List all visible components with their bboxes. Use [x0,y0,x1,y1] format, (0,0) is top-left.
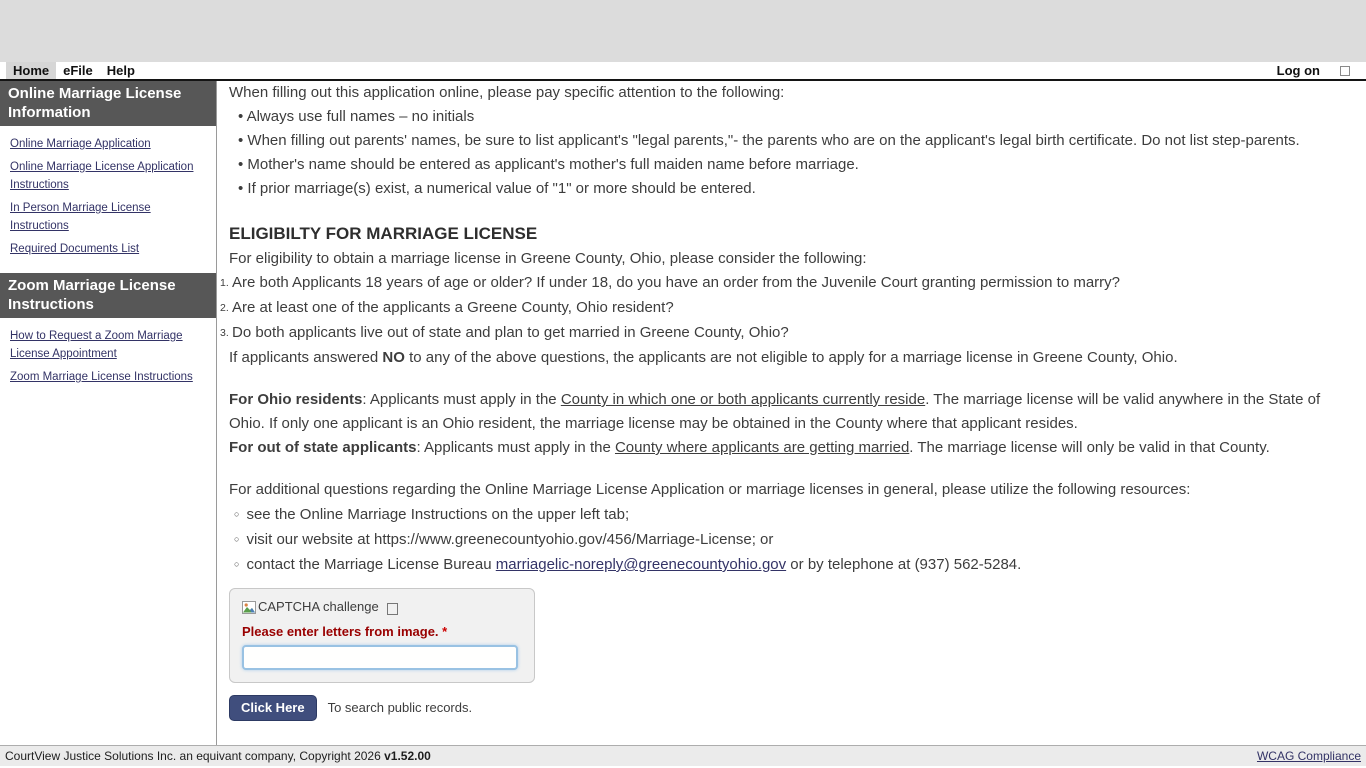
company-text: CourtView Justice Solutions Inc. an equivant company, Copyright 2026 [5,749,385,763]
intro-bullet-mothers-name: • Mother's name should be entered as applicant's mother's full maiden name before marriage. [229,153,1353,177]
sidebar-link-online-application-instructions[interactable]: Online Marriage License Application Instructions [10,161,194,191]
spacer [229,370,1353,388]
nav-item-help[interactable]: Help [106,63,135,78]
question-number: 2. [220,302,229,314]
click-here-button[interactable]: Click Here [229,695,317,721]
sidebar-link-zoom-appointment[interactable]: How to Request a Zoom Marriage License Appointment [10,330,183,360]
main-content [217,81,1366,745]
question-number: 3. [220,327,229,339]
ohio-residents-paragraph [229,388,1353,436]
out-of-state-post: . The marriage license will only be valid in that County. [909,439,1270,456]
copyright-text [5,749,431,763]
logon-broken-image-icon[interactable] [1340,66,1350,76]
no-answer-post: to any of the above questions, the applicants are not eligible to apply for a marriage license in Greene County, Ohio. [404,349,1178,366]
required-asterisk: * [442,624,448,639]
captcha-image-row [242,598,522,616]
top-banner-band [0,0,1366,62]
captcha-label-text: Please enter letters from image. [242,624,439,639]
sidebar-link-zoom-instructions[interactable]: Zoom Marriage License Instructions [10,371,193,383]
ohio-residents-underlined: County in which one or both applicants currently reside [560,391,926,408]
no-answer-note [229,346,1353,370]
main-layout [0,81,1366,745]
resource-website: ○ visit our website at https://www.greenecountyohio.gov/456/Marriage-License; or [229,527,1353,552]
no-answer-bold: NO [382,349,405,366]
spacer [229,201,1353,221]
captcha-refresh-broken-icon[interactable] [387,603,398,615]
public-records-row [229,695,1353,721]
additional-questions-paragraph: For additional questions regarding the Online Marriage License Application or marriage licenses in general, please utilize the following resources: [229,481,1191,498]
captcha-input[interactable] [242,645,518,670]
marriage-bureau-email-link[interactable]: marriagelic-noreply@greenecountyohio.gov [495,556,787,573]
intro-bullet-full-names: • Always use full names – no initials [229,105,1353,129]
question-text: Are both Applicants 18 years of age or older? If under 18, do you have an order from the Juvenile Court granting permission to marry? [232,274,1120,291]
sidebar-section-title-zoom: Zoom Marriage License Instructions [0,273,216,318]
resource-contact [229,552,1353,577]
eligibility-question-1 [220,271,1353,296]
out-of-state-mid: : Applicants must apply in the [416,439,615,456]
resource-contact-post: or by telephone at (937) 562-5284. [786,556,1022,573]
footer-bar [0,745,1366,766]
captcha-panel [229,588,535,683]
nav-item-home[interactable]: Home [6,62,56,79]
spacer [229,460,1353,478]
log-on-button[interactable]: Log on [1276,63,1320,78]
ohio-residents-post: . The marriage license will be valid anywhere in the State of Ohio. If only one applicant is an Ohio resident, the marriage license may be obtained in the County where that applicant resides. [229,391,1321,432]
sidebar-links-zoom [0,318,216,401]
wcag-compliance-link[interactable]: WCAG Compliance [1256,749,1361,763]
public-records-caption: To search public records. [327,700,473,715]
sidebar-link-in-person-instructions[interactable]: In Person Marriage License Instructions [10,202,151,232]
intro-bullet-legal-parents: • When filling out parents' names, be sure to list applicant's "legal parents,"- the parents who are on the applicant's legal birth certificate. Do not list step-parents. [229,129,1353,153]
broken-image-icon [242,601,256,614]
captcha-image-alt-text: CAPTCHA challenge [258,599,379,614]
intro-paragraph: When filling out this application online, please pay specific attention to the following: [229,84,785,101]
resource-contact-pre: contact the Marriage License Bureau [246,556,496,573]
sidebar-links-online [0,126,216,273]
eligibility-heading: ELIGIBILTY FOR MARRIAGE LICENSE [229,224,538,243]
sidebar-section-title-online: Online Marriage License Information [0,81,216,126]
eligibility-intro: For eligibility to obtain a marriage license in Greene County, Ohio, please consider the following: [229,250,867,267]
no-answer-pre: If applicants answered [229,349,383,366]
nav-item-efile[interactable]: eFile [63,63,93,78]
sidebar-link-required-documents[interactable]: Required Documents List [10,243,140,255]
sidebar-link-online-marriage-application[interactable]: Online Marriage Application [10,138,151,150]
eligibility-question-3 [220,321,1353,346]
ohio-residents-lead: For Ohio residents [229,391,363,408]
out-of-state-lead: For out of state applicants [229,439,417,456]
question-text: Do both applicants live out of state and plan to get married in Greene County, Ohio? [232,324,789,341]
question-number: 1. [220,277,229,289]
out-of-state-paragraph [229,436,1353,460]
out-of-state-underlined: County where applicants are getting married [614,439,910,456]
sidebar [0,81,217,745]
intro-bullet-prior-marriage: • If prior marriage(s) exist, a numerical value of "1" or more should be entered. [229,177,1353,201]
main-menu-bar [0,62,1366,81]
captcha-label [242,622,522,642]
ohio-residents-mid: : Applicants must apply in the [362,391,561,408]
eligibility-question-2 [220,296,1353,321]
version-text: v1.52.00 [384,749,431,763]
resource-online-instructions: ○ see the Online Marriage Instructions on the upper left tab; [229,502,1353,527]
question-text: Are at least one of the applicants a Greene County, Ohio resident? [232,299,674,316]
